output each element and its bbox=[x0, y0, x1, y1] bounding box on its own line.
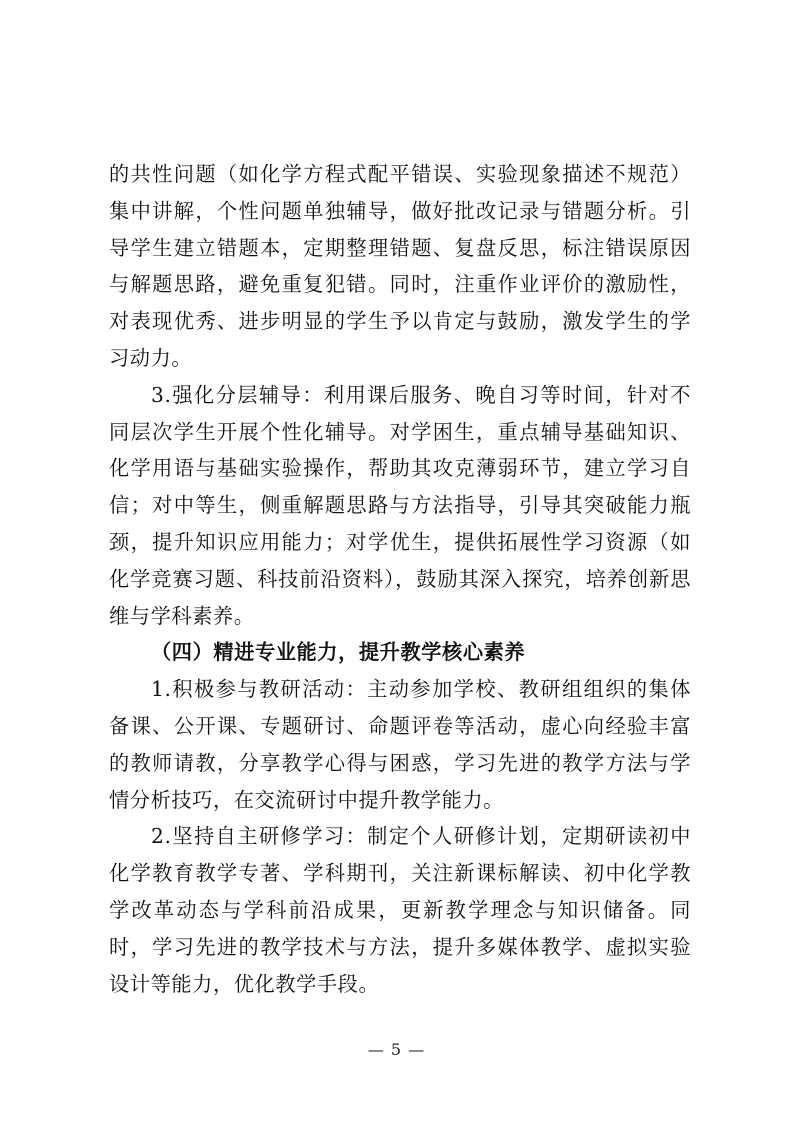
paragraph-homework-feedback: 的共性问题（如化学方程式配平错误、实验现象描述不规范）集中讲解，个性问题单独辅导，做好批改记录与错题分析。引导学生建立错题本，定期整理错题、复盘反思，标注错误原因与解题思路，避免重复犯错。同时，注重作业评价的激励性，对表现优秀、进步明显的学生予以肯定与鼓励，激发学生的学习动力。 bbox=[109, 162, 691, 370]
document-body bbox=[109, 156, 691, 1002]
paragraph-teaching-research: 1.积极参与教研活动：主动参加学校、教研组组织的集体备课、公开课、专题研讨、命题评卷等活动，虚心向经验丰富的教师请教，分享教学心得与困惑，学习先进的教学方法与学情分析技巧，在交流研讨中提升教学能力。 bbox=[109, 677, 691, 812]
paragraph-self-study: 2.坚持自主研修学习：制定个人研修计划，定期研读初中化学教育教学专著、学科期刊，关注新课标解读、初中化学教学改革动态与学科前沿成果，更新教学理念与知识储备。同时，学习先进的教学技术与方法，提升多媒体教学、虚拟实验设计等能力，优化教学手段。 bbox=[109, 824, 691, 996]
page-number: — 5 — bbox=[367, 1040, 426, 1059]
paragraph-tiered-tutoring: 3.强化分层辅导：利用课后服务、晚自习等时间，针对不同层次学生开展个性化辅导。对学困生，重点辅导基础知识、化学用语与基础实验操作，帮助其攻克薄弱环节，建立学习自信；对中等生，侧重解题思路与方法指导，引导其突破能力瓶颈，提升知识应用能力；对学优生，提供拓展性学习资源（如化学竞赛习题、科技前沿资料），鼓励其深入探究，培养创新思维与学科素养。 bbox=[109, 382, 691, 628]
section-heading: （四）精进专业能力，提升教学核心素养 bbox=[151, 640, 526, 665]
